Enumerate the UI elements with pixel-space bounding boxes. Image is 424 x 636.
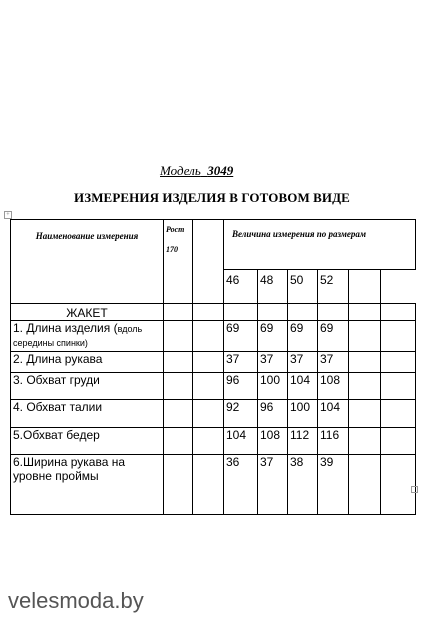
section-row (11, 304, 416, 321)
model-number: 3049 (207, 163, 234, 178)
row-value: 69 (224, 321, 258, 352)
row-value: 100 (288, 400, 318, 428)
row-value: 37 (288, 352, 318, 373)
model-prefix: Модель (160, 163, 201, 178)
size-50: 50 (288, 270, 318, 304)
row-value: 69 (288, 321, 318, 352)
row-value: 69 (318, 321, 349, 352)
table-row (11, 373, 416, 400)
row-value: 37 (258, 352, 288, 373)
size-empty-1 (349, 270, 381, 304)
model-label (160, 163, 233, 179)
row-value: 104 (318, 400, 349, 428)
row-value: 37 (224, 352, 258, 373)
table-row (11, 352, 416, 373)
row-name: 1. Длина изделия (вдоль середины спинки) (11, 321, 164, 352)
row-value: 104 (288, 373, 318, 400)
row-name: 6.Ширина рукава на уровне проймы (11, 455, 164, 515)
row-value: 37 (258, 455, 288, 515)
header-height (164, 220, 193, 304)
table-resize-handle-icon[interactable] (411, 486, 418, 493)
row-value: 69 (258, 321, 288, 352)
size-46: 46 (224, 270, 258, 304)
row-value: 96 (224, 373, 258, 400)
row-name: 4. Обхват талии (11, 400, 164, 428)
section-title: ЖАКЕТ (11, 304, 164, 321)
table-row (11, 321, 416, 352)
row-value: 108 (318, 373, 349, 400)
row-value: 112 (288, 428, 318, 455)
header-height-label: Рост (166, 225, 185, 234)
row-value: 36 (224, 455, 258, 515)
row-value: 96 (258, 400, 288, 428)
table-row (11, 455, 416, 515)
measurements-table (10, 219, 416, 515)
row-value: 116 (318, 428, 349, 455)
document-title: ИЗМЕРЕНИЯ ИЗДЕЛИЯ В ГОТОВОМ ВИДЕ (74, 190, 350, 205)
table-move-handle-icon[interactable]: + (4, 211, 12, 219)
size-52: 52 (318, 270, 349, 304)
row-value: 104 (224, 428, 258, 455)
row-name: 5.Обхват бедер (11, 428, 164, 455)
table-row (11, 428, 416, 455)
header-measurement-name: Наименование измерения (11, 220, 164, 304)
table-header-row (11, 220, 416, 270)
row-value: 108 (258, 428, 288, 455)
size-48: 48 (258, 270, 288, 304)
row-value: 39 (318, 455, 349, 515)
site-watermark: velesmoda.by (8, 588, 144, 613)
table-row (11, 400, 416, 428)
row-value: 100 (258, 373, 288, 400)
row-name: 3. Обхват груди (11, 373, 164, 400)
row-value: 38 (288, 455, 318, 515)
header-height-value: 170 (166, 245, 178, 254)
row-value: 92 (224, 400, 258, 428)
header-empty-cell (193, 220, 224, 304)
row-name: 2. Длина рукава (11, 352, 164, 373)
header-sizes-caption: Величина измерения по размерам (224, 220, 416, 270)
row-value: 37 (318, 352, 349, 373)
